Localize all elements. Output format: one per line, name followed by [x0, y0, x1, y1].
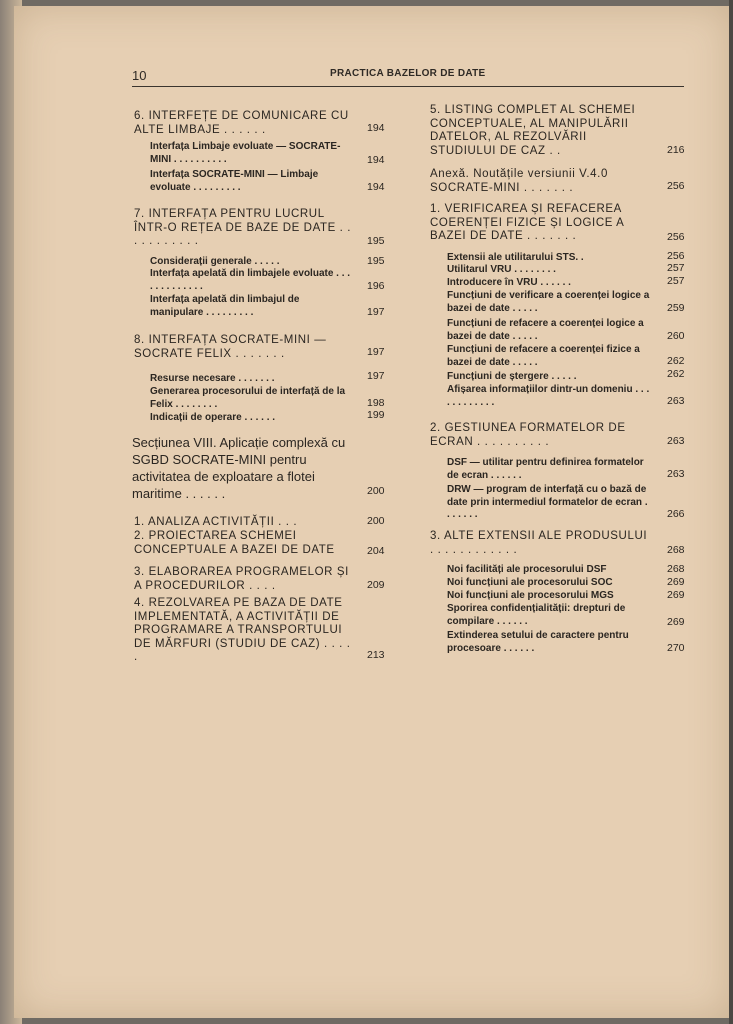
toc-entry — [430, 104, 650, 158]
toc-entry-page: 263 — [667, 435, 685, 447]
page-edge-shadow — [729, 0, 733, 1024]
toc-entry-page: 257 — [667, 262, 685, 274]
toc-entry — [134, 530, 352, 557]
toc-entry-title: Funcțiuni de refacere a coerenței logice a bazei de date . . . . . — [447, 318, 644, 342]
toc-entry-title: 6. INTERFEȚE DE COMUNICARE CU ALTE LIMBAJE . . . . . . — [134, 110, 349, 136]
toc-entry-page: 194 — [367, 154, 385, 166]
toc-entry-page: 194 — [367, 122, 385, 134]
toc-entry-title: 3. ALTE EXTENSII ALE PRODUSULUI . . . . . . . . . . . . — [430, 530, 648, 556]
toc-entry — [134, 597, 352, 665]
toc-entry — [430, 203, 650, 244]
toc-entry-title: DRW — program de interfață cu o bază de date prin intermediul formatelor de ecran . . . . . . . — [447, 484, 648, 520]
toc-entry-page: 263 — [667, 468, 685, 480]
toc-entry-page: 269 — [667, 589, 685, 601]
toc-entry-title: Introducere în VRU . . . . . . — [447, 277, 571, 288]
toc-entry-title: Secțiunea VIII. Aplicație complexă cu SGBD SOCRATE-MINI pentru activitatea de exploatare a flotei maritime . . . . . . — [132, 435, 346, 501]
toc-entry — [430, 168, 650, 195]
toc-entry-page: 198 — [367, 397, 385, 409]
toc-entry — [430, 530, 650, 557]
toc-entry-page: 256 — [667, 231, 685, 243]
toc-entry-page: 200 — [367, 515, 385, 527]
toc-entry — [134, 110, 352, 137]
toc-entry — [447, 457, 652, 482]
toc-entry — [150, 141, 352, 166]
toc-entry-title: Noi facilități ale procesorului DSF — [447, 564, 607, 575]
toc-entry-title: 1. ANALIZA ACTIVITĂȚII . . . — [134, 516, 298, 528]
toc-entry — [150, 386, 352, 411]
toc-entry-title: Interfața apelată din limbajele evoluate . . . . . . . . . . . . . — [150, 268, 351, 292]
toc-entry — [447, 590, 652, 603]
toc-entry-page: 266 — [667, 508, 685, 520]
toc-entry-page: 268 — [667, 544, 685, 556]
toc-entry — [447, 290, 652, 315]
page-number: 10 — [132, 68, 147, 83]
toc-entry — [447, 603, 652, 628]
toc-entry-page: 269 — [667, 616, 685, 628]
toc-entry — [447, 384, 652, 409]
toc-entry — [430, 422, 650, 449]
running-title: PRACTICA BAZELOR DE DATE — [330, 68, 486, 79]
toc-entry-page: 204 — [367, 545, 385, 557]
toc-entry-page: 197 — [367, 306, 385, 318]
toc-entry-page: 195 — [367, 255, 385, 267]
toc-entry — [447, 564, 652, 577]
toc-entry-page: 197 — [367, 370, 385, 382]
toc-entry-title: 3. ELABORAREA PROGRAMELOR ȘI A PROCEDURILOR . . . . — [134, 566, 349, 592]
toc-entry-title: Noi funcțiuni ale procesorului SOC — [447, 577, 613, 588]
toc-entry-title: Afișarea informațiilor dintr-un domeniu . . . . . . . . . . . . — [447, 384, 650, 408]
toc-entry-page: 213 — [367, 649, 385, 661]
toc-entry-title: 4. REZOLVAREA PE BAZA DE DATE IMPLEMENTATĂ, A ACTIVITĂȚII DE PROGRAMARE A TRANSPORTULUI DE MĂRFURI (STUDIU DE CAZ) . . . . . — [134, 597, 351, 663]
toc-entry-page: 199 — [367, 409, 385, 421]
toc-entry-page: 262 — [667, 368, 685, 380]
toc-entry — [134, 208, 352, 249]
toc-entry-page: 263 — [667, 395, 685, 407]
toc-entry-title: Extinderea setului de caractere pentru procesoare . . . . . . — [447, 630, 629, 654]
toc-entry-page: 209 — [367, 579, 385, 591]
toc-entry-title: Interfața apelată din limbajul de manipulare . . . . . . . . . — [150, 294, 300, 318]
toc-entry-title: Resurse necesare . . . . . . . — [150, 373, 275, 384]
toc-entry-title: Interfața SOCRATE-MINI — Limbaje evoluate . . . . . . . . . — [150, 169, 319, 193]
toc-entry — [150, 373, 352, 386]
toc-entry — [447, 252, 652, 265]
toc-entry-title: 8. INTERFAȚA SOCRATE-MINI — SOCRATE FELIX . . . . . . . — [134, 334, 327, 360]
toc-entry-page: 270 — [667, 642, 685, 654]
toc-entry — [150, 256, 352, 269]
toc-entry-title: Noi funcțiuni ale procesorului MGS — [447, 590, 614, 601]
toc-entry — [150, 294, 352, 319]
toc-entry — [447, 264, 652, 277]
toc-entry-page: 196 — [367, 280, 385, 292]
toc-entry-page: 194 — [367, 181, 385, 193]
toc-entry — [447, 318, 652, 343]
toc-entry-title: Funcțiuni de ștergere . . . . . — [447, 371, 577, 382]
toc-entry-page: 257 — [667, 275, 685, 287]
toc-entry — [134, 334, 352, 361]
toc-entry — [134, 516, 352, 530]
toc-entry-title: 7. INTERFAȚA PENTRU LUCRUL ÎNTR-O REȚEA DE BAZE DE DATE . . . . . . . . . . . — [134, 208, 352, 247]
toc-entry-title: Considerații generale . . . . . — [150, 256, 280, 267]
toc-entry — [132, 434, 356, 502]
toc-entry-page: 200 — [367, 485, 385, 497]
toc-entry-title: Anexă. Noutățile versiunii V.4.0 SOCRATE-MINI . . . . . . . — [430, 168, 608, 194]
toc-entry-page: 259 — [667, 302, 685, 314]
toc-entry — [447, 344, 652, 369]
toc-entry-title: Utilitarul VRU . . . . . . . . — [447, 264, 556, 275]
toc-entry-title: 1. VERIFICAREA ȘI REFACEREA COERENȚEI FIZICE ȘI LOGICE A BAZEI DE DATE . . . . . . . — [430, 203, 624, 242]
page-header — [132, 68, 684, 88]
toc-entry — [447, 277, 652, 290]
toc-entry — [447, 577, 652, 590]
toc-entry-title: Extensii ale utilitarului STS. . — [447, 252, 584, 263]
toc-entry — [150, 268, 352, 293]
toc-entry-page: 269 — [667, 576, 685, 588]
toc-entry-page: 256 — [667, 250, 685, 262]
toc-entry-title: Generarea procesorului de interfață de la Felix . . . . . . . . — [150, 386, 346, 410]
toc-entry — [150, 169, 352, 194]
toc-entry-title: Funcțiuni de verificare a coerenței logice a bazei de date . . . . . — [447, 290, 650, 314]
toc-entry — [150, 412, 352, 425]
toc-entry-page: 268 — [667, 563, 685, 575]
toc-entry-page: 195 — [367, 235, 385, 247]
toc-entry-title: Interfața Limbaje evoluate — SOCRATE-MINI . . . . . . . . . . — [150, 141, 341, 165]
toc-entry-title: Funcțiuni de refacere a coerenței fizice a bazei de date . . . . . — [447, 344, 640, 368]
toc-entry — [447, 630, 652, 655]
header-rule — [132, 86, 684, 87]
toc-entry-page: 216 — [667, 144, 685, 156]
toc-entry-page: 256 — [667, 180, 685, 192]
toc-entry-page: 260 — [667, 330, 685, 342]
toc-entry-title: Indicații de operare . . . . . . — [150, 412, 276, 423]
toc-entry-title: Sporirea confidențialității: drepturi de compilare . . . . . . — [447, 603, 626, 627]
toc-entry-title: DSF — utilitar pentru definirea formatelor de ecran . . . . . . — [447, 457, 644, 481]
toc-entry — [134, 566, 352, 593]
toc-entry-title: 2. GESTIUNEA FORMATELOR DE ECRAN . . . . . . . . . . — [430, 422, 626, 448]
toc-entry-page: 197 — [367, 346, 385, 358]
toc-entry — [447, 484, 652, 522]
toc-entry-page: 262 — [667, 355, 685, 367]
toc-entry-title: 5. LISTING COMPLET AL SCHEMEI CONCEPTUALE, AL MANIPULĂRII DATELOR, AL REZOLVĂRII STUDIULUI DE CAZ . . — [430, 104, 636, 157]
toc-entry-title: 2. PROIECTAREA SCHEMEI CONCEPTUALE A BAZEI DE DATE — [134, 530, 335, 556]
toc-entry — [447, 371, 652, 384]
